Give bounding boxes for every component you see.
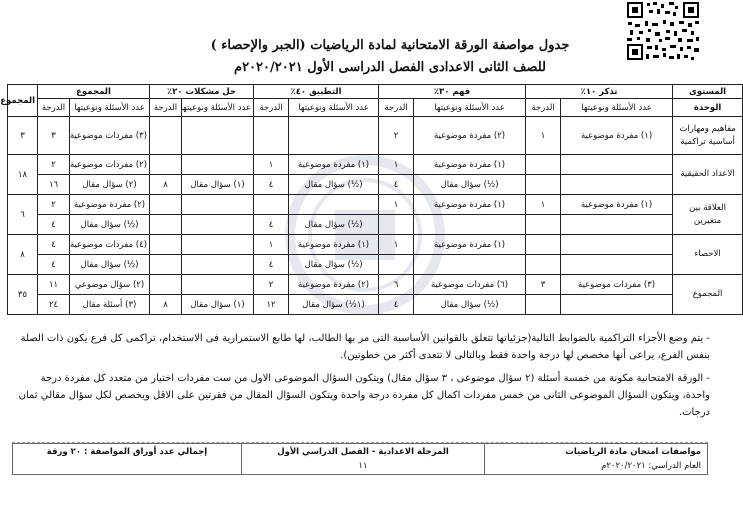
questions-cell: (١) مفردة موضوعية — [414, 195, 526, 215]
row-total: ٣ — [8, 117, 38, 155]
questions-cell: (½) سؤال مقال — [70, 255, 150, 275]
table-row — [8, 215, 743, 235]
questions-cell: (١) مفردة موضوعية — [561, 195, 673, 215]
degree-cell — [526, 295, 561, 315]
degree-cell: ١١ — [38, 275, 70, 295]
footer-spec-title: مواصفات امتحان مادة الرياضيات — [565, 447, 701, 457]
questions-cell: (٣) مفردات موضوعية — [70, 117, 150, 155]
degree-cell: ٤ — [38, 255, 70, 275]
degree-cell: ٦ — [379, 275, 414, 295]
questions-cell: (١) مفردة موضوعية — [414, 235, 526, 255]
questions-cell — [182, 117, 254, 155]
questions-cell: (٣) أسئلة مقال — [70, 295, 150, 315]
questions-cell — [182, 155, 254, 175]
questions-cell — [561, 155, 673, 175]
footer-year: العام الدراسي: ٢٠٢٠/٢٠٢١م — [601, 461, 701, 471]
degree-cell: ٢ — [379, 117, 414, 155]
table-row — [8, 255, 743, 275]
questions-cell — [182, 195, 254, 215]
degree-cell: ١ — [526, 195, 561, 215]
degree-cell: ٣ — [526, 275, 561, 295]
degree-cell: ١٢ — [254, 295, 289, 315]
questions-cell — [289, 117, 379, 155]
footer-pages-cell — [13, 444, 242, 475]
degree-cell: ٤ — [38, 215, 70, 235]
degree-cell: ٣ — [38, 117, 70, 155]
degree-cell: ٨ — [150, 295, 182, 315]
degree-cell: ١ — [379, 155, 414, 175]
questions-cell: (٢) مفردة موضوعية — [70, 195, 150, 215]
note-item: - يتم وضع الأجزاء التراكمية بالضوابط التالية(جزئياتها تتعلق بالقوانين الأساسية التى مر بها الطالب، لها طابع الاستمرارية فى الاستخدام، تراكمى كل فرع يكون ذات الصلة بنفس الفرع، يراعى أنها مخصص لها درجة واحدة فقط وبالتالى لا تتعدى أكثر من خطوتين). — [20, 333, 710, 361]
header-questions: عدد الأسئلة ونوعيتها — [414, 99, 526, 117]
questions-cell: (½) سؤال مقال — [289, 175, 379, 195]
header-degree: الدرجة — [526, 99, 561, 117]
questions-cell: (١½) سؤال مقال — [289, 295, 379, 315]
degree-cell — [379, 215, 414, 235]
row-total: ١٨ — [8, 155, 38, 195]
header-degree: الدرجة — [379, 99, 414, 117]
degree-cell — [379, 255, 414, 275]
header-grand-total: المجموع — [8, 85, 38, 117]
degree-cell — [150, 255, 182, 275]
degree-cell: ٢ — [38, 195, 70, 215]
questions-cell: (١) مفردة موضوعية — [289, 235, 379, 255]
header-level-label: المستوى — [673, 85, 743, 99]
table-row — [8, 155, 743, 175]
header-questions: عدد الأسئلة ونوعيتها — [182, 99, 254, 117]
degree-cell: ١ — [526, 117, 561, 155]
questions-cell — [182, 235, 254, 255]
questions-cell: (٢) سؤال موضوعي — [70, 275, 150, 295]
footer-page-number: ١١ — [358, 461, 368, 471]
questions-cell: (١) سؤال مقال — [182, 175, 254, 195]
header-level: تذكر ١٠٪ — [526, 85, 673, 99]
questions-cell — [561, 295, 673, 315]
questions-cell — [182, 255, 254, 275]
qr-code-icon — [625, 0, 701, 62]
table-row — [8, 295, 743, 315]
degree-cell — [150, 195, 182, 215]
questions-cell: (٤) مفردات موضوعية — [70, 235, 150, 255]
degree-cell — [150, 215, 182, 235]
table-row — [8, 235, 743, 255]
questions-cell: (½) سؤال مقال — [414, 295, 526, 315]
degree-cell: ٤ — [38, 235, 70, 255]
document-subtitle: للصف الثانى الاعدادى الفصل الدراسى الأول ٢٠٢٠/٢٠٢١م — [234, 60, 546, 75]
questions-cell — [289, 195, 379, 215]
unit-name: مفاهيم ومهارات أساسية تراكمية — [673, 117, 743, 155]
row-total: ٣٥ — [8, 275, 38, 315]
header-row — [8, 85, 743, 99]
header-degree: الدرجة — [254, 99, 289, 117]
degree-cell — [526, 215, 561, 235]
table-row — [8, 175, 743, 195]
questions-cell: (٦) مفردات موضوعية — [414, 275, 526, 295]
header-questions: عدد الأسئلة ونوعيتها — [561, 99, 673, 117]
degree-cell: ٢ — [38, 155, 70, 175]
header-level: التطبيق ٤٠٪ — [254, 85, 379, 99]
table-row — [8, 195, 743, 215]
questions-cell: (٢) مفردات موضوعية — [70, 155, 150, 175]
unit-name: المجموع — [673, 275, 743, 315]
degree-cell — [526, 235, 561, 255]
unit-name: العلاقة بين متغيرين — [673, 195, 743, 235]
questions-cell: (١) مفردة موضوعية — [289, 155, 379, 175]
questions-cell: (½) سؤال مقال — [414, 175, 526, 195]
header-degree: الدرجة — [150, 99, 182, 117]
degree-cell — [526, 175, 561, 195]
header-level: المجموع — [38, 85, 150, 99]
table-row — [8, 117, 743, 155]
degree-cell: ٤ — [254, 215, 289, 235]
degree-cell: ٤ — [254, 175, 289, 195]
header-level: حل مشكلات ٢٠٪ — [150, 85, 254, 99]
notes-section — [10, 330, 710, 427]
questions-cell: (٣) مفردات موضوعية — [561, 275, 673, 295]
degree-cell: ١ — [254, 155, 289, 175]
footer-stage: المرحلة الاعدادية - الفصل الدراسي الأول — [277, 447, 449, 457]
header-unit-label: الوحدة — [673, 99, 743, 117]
footer-pages-total: إجمالي عدد أوراق المواصفة : ٢٠ ورقة — [46, 447, 208, 457]
table-row — [8, 275, 743, 295]
questions-cell: (½) سؤال مقال — [289, 255, 379, 275]
degree-cell: ١ — [379, 235, 414, 255]
questions-cell — [561, 255, 673, 275]
degree-cell: ٤ — [254, 255, 289, 275]
header-row — [8, 99, 743, 117]
degree-cell — [150, 117, 182, 155]
questions-cell — [182, 215, 254, 235]
specification-table — [0, 84, 743, 315]
degree-cell — [150, 235, 182, 255]
header-degree: الدرجة — [38, 99, 70, 117]
questions-cell — [414, 215, 526, 235]
questions-cell — [561, 175, 673, 195]
degree-cell: ٤ — [379, 175, 414, 195]
degree-cell: ٢٤ — [38, 295, 70, 315]
footer-stage-cell — [242, 444, 485, 475]
header-questions: عدد الأسئلة ونوعيتها — [289, 99, 379, 117]
questions-cell: (½) سؤال مقال — [289, 215, 379, 235]
questions-cell: (٢) مفردة موضوعية — [414, 117, 526, 155]
header-questions: عدد الأسئلة ونوعيتها — [70, 99, 150, 117]
questions-cell: (٢) سؤال مقال — [70, 175, 150, 195]
row-total: ٦ — [8, 195, 38, 235]
questions-cell — [561, 235, 673, 255]
row-total: ٨ — [8, 235, 38, 275]
degree-cell — [526, 155, 561, 175]
degree-cell: ٢ — [254, 275, 289, 295]
questions-cell — [561, 215, 673, 235]
questions-cell — [182, 275, 254, 295]
degree-cell: ١٦ — [38, 175, 70, 195]
degree-cell — [254, 117, 289, 155]
questions-cell: (١) سؤال مقال — [182, 295, 254, 315]
degree-cell: ٤ — [379, 295, 414, 315]
unit-name: الاعداد الحقيقية — [673, 155, 743, 195]
degree-cell — [526, 255, 561, 275]
degree-cell: ٨ — [150, 175, 182, 195]
note-item: - الورقة الامتحانية مكونة من خمسة أسئلة (٢ سؤال موضوعى ، ٣ سؤال مقال) ويتكون السؤال الموضوعى الاول من ست مفردات اختيار من متعدد كل مفردة درجة واحدة، ويتكون السؤال الموضوعى الثانى من خمس مفردات اكمال كل مفردة درجة واحدة ويتكون السؤال المقال من فقرتين على الاقل ويخصص لكل سؤال مقالي ثمان درجات. — [18, 373, 710, 418]
unit-name: الاحصاء — [673, 235, 743, 275]
footer-table — [12, 443, 708, 475]
questions-cell: (١) مفردة موضوعية — [561, 117, 673, 155]
footer-spec-cell — [485, 444, 708, 475]
degree-cell — [150, 275, 182, 295]
header-level: فهم ٣٠٪ — [379, 85, 526, 99]
document-title: جدول مواصفة الورقة الامتحانية لمادة الرياضيات (الجبر والإحصاء ) — [210, 38, 570, 53]
degree-cell — [254, 195, 289, 215]
degree-cell: ١ — [379, 195, 414, 215]
questions-cell: (٢) مفردة موضوعية — [289, 275, 379, 295]
questions-cell: (١) مفردة موضوعية — [414, 155, 526, 175]
degree-cell: ١ — [254, 235, 289, 255]
questions-cell: (½) سؤال مقال — [70, 215, 150, 235]
degree-cell — [150, 155, 182, 175]
questions-cell — [414, 255, 526, 275]
